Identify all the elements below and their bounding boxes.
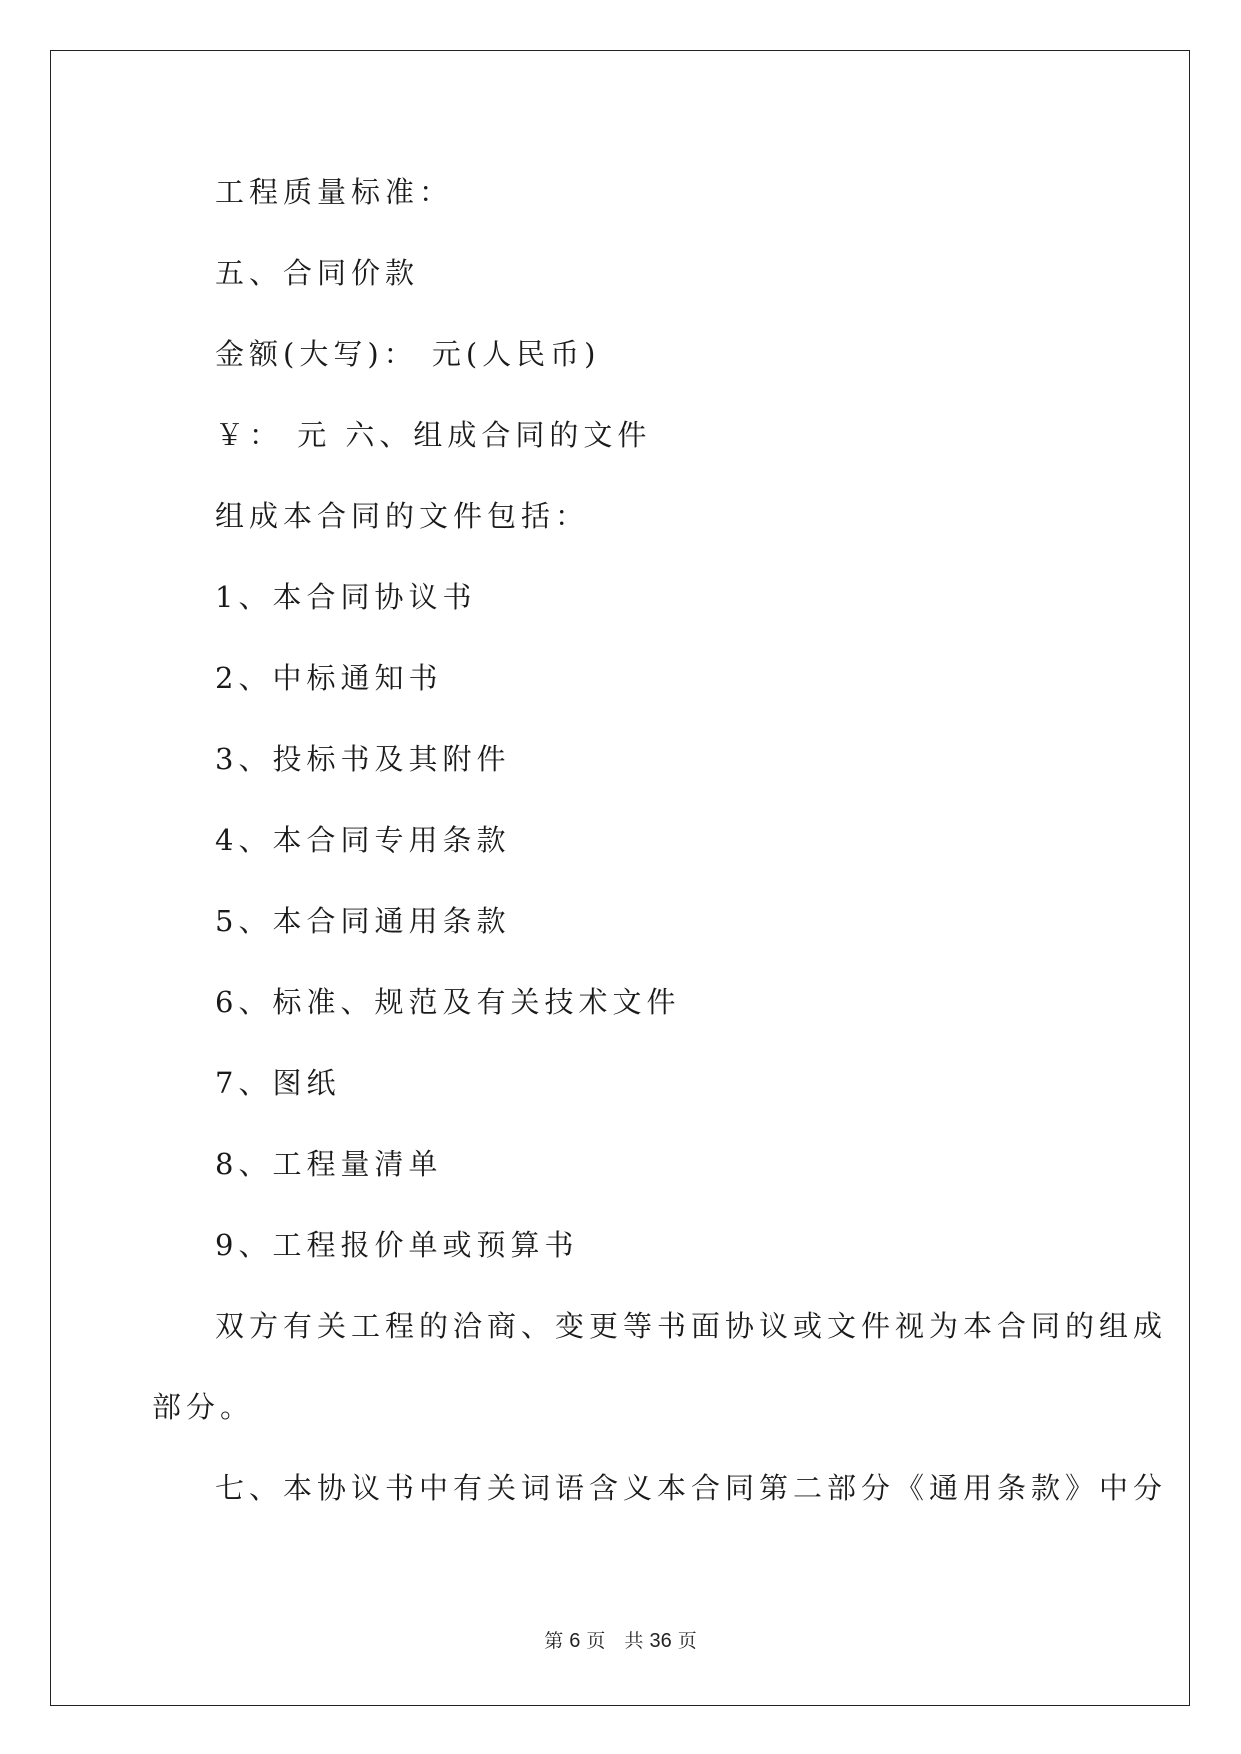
document-item-3: 3、投标书及其附件 bbox=[215, 742, 511, 776]
current-page-number: 6 bbox=[569, 1630, 581, 1652]
footer-suffix: 页 bbox=[677, 1630, 697, 1652]
document-item-6: 6、标准、规范及有关技术文件 bbox=[215, 985, 681, 1019]
amount-figure-line: ￥： 元 六、组成合同的文件 bbox=[215, 418, 652, 452]
document-item-2: 2、中标通知书 bbox=[215, 661, 443, 695]
page-footer bbox=[0, 1626, 1241, 1653]
page-border bbox=[50, 50, 1190, 1706]
footer-mid: 页 共 bbox=[586, 1630, 644, 1652]
document-item-9: 9、工程报价单或预算书 bbox=[215, 1228, 579, 1262]
section-7-line: 七、本协议书中有关词语含义本合同第二部分《通用条款》中分 bbox=[215, 1471, 1168, 1505]
document-item-5: 5、本合同通用条款 bbox=[215, 904, 511, 938]
document-item-4: 4、本合同专用条款 bbox=[215, 823, 511, 857]
documents-intro-line: 组成本合同的文件包括： bbox=[215, 499, 590, 533]
amount-words-line: 金额(大写)： 元(人民币) bbox=[215, 337, 601, 371]
section-5-heading: 五、合同价款 bbox=[215, 256, 420, 290]
paragraph-line: 双方有关工程的洽商、变更等书面协议或文件视为本合同的组成 bbox=[215, 1309, 1168, 1343]
document-item-8: 8、工程量清单 bbox=[215, 1147, 443, 1181]
footer-prefix: 第 bbox=[544, 1630, 564, 1652]
total-pages-number: 36 bbox=[649, 1630, 672, 1652]
quality-standard-line: 工程质量标准： bbox=[215, 175, 454, 209]
document-item-1: 1、本合同协议书 bbox=[215, 580, 477, 614]
document-item-7: 7、图纸 bbox=[215, 1066, 341, 1100]
paragraph-line-continued: 部分。 bbox=[152, 1390, 255, 1424]
